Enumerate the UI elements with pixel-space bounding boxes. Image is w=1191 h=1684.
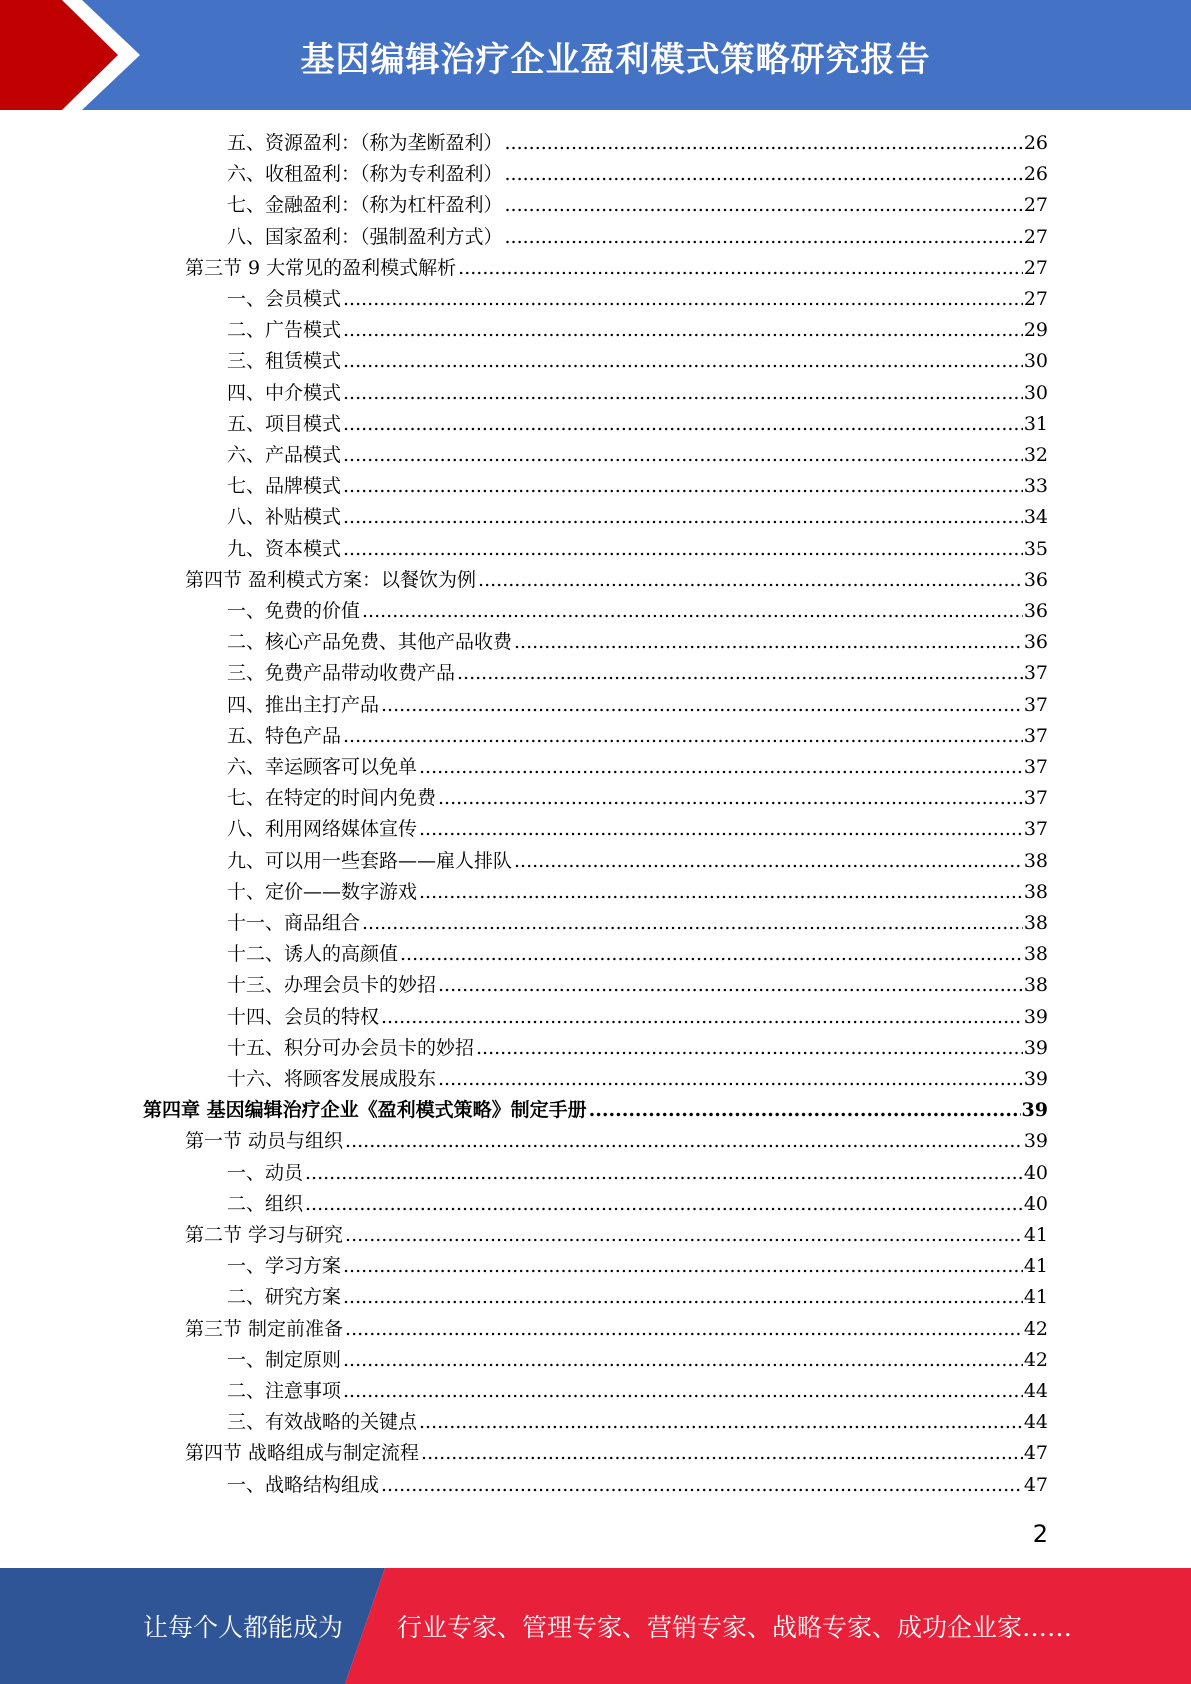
toc-entry-label: 五、项目模式: [227, 412, 342, 435]
toc-entry-page: 40: [1023, 1161, 1048, 1184]
toc-entry-label: 三、免费产品带动收费产品: [227, 662, 456, 685]
toc-entry-item[interactable]: [227, 658, 1048, 689]
toc-entry-item[interactable]: [227, 284, 1048, 315]
toc-entry-page: 30: [1023, 350, 1048, 373]
toc-entry-label: 二、研究方案: [227, 1286, 342, 1309]
toc-entry-section[interactable]: [185, 1438, 1048, 1469]
toc-dot-leader: [343, 1345, 1023, 1376]
toc-entry-item[interactable]: [227, 1282, 1048, 1313]
toc-entry-label: 六、幸运顾客可以免单: [227, 756, 418, 778]
toc-entry-label: 一、学习方案: [227, 1255, 342, 1278]
toc-entry-item[interactable]: [227, 1470, 1048, 1501]
toc-entry-page: 41: [1023, 1255, 1048, 1278]
toc-entry-label: 第三节 9 大常见的盈利模式解析: [185, 256, 457, 279]
toc-entry-item[interactable]: [227, 1064, 1048, 1095]
toc-entry-item[interactable]: [227, 752, 1048, 783]
toc-entry-page: 40: [1023, 1192, 1048, 1215]
toc-entry-item[interactable]: [227, 908, 1048, 939]
toc-entry-page: 37: [1023, 724, 1048, 747]
toc-entry-page: 30: [1023, 381, 1048, 404]
toc-entry-page: 29: [1023, 319, 1048, 342]
toc-entry-page: 39: [1021, 1099, 1048, 1122]
toc-entry-item[interactable]: [227, 1407, 1048, 1438]
toc-dot-leader: [505, 159, 1023, 190]
toc-entry-label: 一、制定原则: [227, 1348, 342, 1371]
toc-entry-item[interactable]: [227, 409, 1048, 440]
toc-entry-page: 37: [1023, 693, 1048, 716]
toc-entry-item[interactable]: [227, 1189, 1048, 1220]
toc-entry-page: 36: [1023, 631, 1048, 654]
toc-entry-page: 31: [1023, 412, 1048, 435]
toc-dot-leader: [400, 939, 1023, 970]
toc-dot-leader: [343, 315, 1023, 346]
toc-entry-page: 41: [1023, 1286, 1048, 1309]
toc-entry-label: 三、租赁模式: [227, 350, 342, 373]
toc-entry-item[interactable]: [227, 159, 1048, 190]
toc-dot-leader: [343, 440, 1023, 471]
toc-entry-item[interactable]: [227, 939, 1048, 970]
toc-dot-leader: [343, 1282, 1023, 1313]
toc-entry-item[interactable]: [227, 1251, 1048, 1282]
toc-entry-page: 39: [1023, 1068, 1048, 1090]
toc-dot-leader: [343, 346, 1023, 377]
toc-entry-label: 七、在特定的时间内免费: [227, 787, 437, 810]
toc-entry-page: 37: [1023, 756, 1048, 778]
toc-entry-page: 27: [1023, 194, 1048, 217]
toc-dot-leader: [343, 502, 1023, 533]
toc-entry-label: 一、免费的价值: [227, 600, 361, 622]
page-header: [0, 0, 1191, 110]
toc-entry-label: 八、利用网络媒体宣传: [227, 818, 418, 841]
toc-entry-page: 38: [1023, 880, 1048, 903]
toc-entry-item[interactable]: [227, 1002, 1048, 1033]
toc-entry-label: 第二节 学习与研究: [185, 1224, 344, 1246]
toc-entry-label: 一、动员: [227, 1161, 304, 1184]
toc-entry-label: 八、补贴模式: [227, 506, 342, 529]
toc-entry-label: 第一节 动员与组织: [185, 1130, 344, 1153]
toc-entry-item[interactable]: [227, 814, 1048, 845]
toc-entry-label: 第四节 盈利模式方案：以餐饮为例: [185, 568, 477, 591]
toc-dot-leader: [438, 783, 1023, 814]
toc-dot-leader: [505, 222, 1023, 253]
toc-dot-leader: [381, 1470, 1023, 1501]
toc-dot-leader: [343, 284, 1023, 315]
toc-dot-leader: [438, 1064, 1023, 1095]
toc-entry-page: 36: [1023, 568, 1048, 591]
toc-entry-label: 四、中介模式: [227, 381, 342, 404]
toc-dot-leader: [305, 1158, 1023, 1189]
toc-entry-page: 39: [1023, 1130, 1048, 1153]
toc-entry-item[interactable]: [227, 596, 1048, 627]
toc-entry-page: 44: [1023, 1380, 1048, 1402]
report-title: 基因编辑治疗企业盈利模式策略研究报告: [300, 40, 931, 80]
toc-entry-page: 38: [1023, 943, 1048, 966]
toc-entry-item[interactable]: [227, 315, 1048, 346]
toc-entry-page: 37: [1023, 787, 1048, 810]
page-footer: [0, 1568, 1191, 1684]
toc-entry-item[interactable]: [227, 471, 1048, 502]
toc-dot-leader: [514, 846, 1023, 877]
toc-entry-label: 第三节 制定前准备: [185, 1317, 344, 1340]
toc-entry-item[interactable]: [227, 222, 1048, 253]
toc-entry-label: 五、资源盈利：（称为垄断盈利）: [227, 132, 503, 154]
toc-dot-leader: [457, 658, 1023, 689]
toc-entry-label: 八、国家盈利：（强制盈利方式）: [227, 225, 503, 248]
toc-entry-item[interactable]: [227, 534, 1048, 565]
toc-dot-leader: [343, 1251, 1023, 1282]
toc-entry-item[interactable]: [227, 846, 1048, 877]
toc-dot-leader: [345, 1314, 1023, 1345]
toc-entry-section[interactable]: [185, 1126, 1048, 1157]
toc-entry-section[interactable]: [185, 565, 1048, 596]
toc-entry-page: 42: [1023, 1317, 1048, 1340]
toc-entry-page: 44: [1023, 1411, 1048, 1434]
toc-entry-label: 一、会员模式: [227, 288, 342, 310]
toc-entry-item[interactable]: [227, 877, 1048, 908]
toc-dot-leader: [343, 1376, 1023, 1407]
toc-entry-page: 38: [1023, 849, 1048, 872]
toc-dot-leader: [514, 627, 1023, 658]
toc-entry-page: 41: [1023, 1224, 1048, 1246]
toc-entry-label: 九、可以用一些套路——雇人排队: [227, 849, 513, 872]
toc-entry-label: 十六、将顾客发展成股东: [227, 1068, 437, 1090]
toc-dot-leader: [345, 1220, 1023, 1251]
footer-slogan-right: 行业专家、管理专家、营销专家、战略专家、成功企业家……: [397, 1613, 1073, 1642]
toc-dot-leader: [345, 1126, 1023, 1157]
toc-entry-label: 十一、商品组合: [227, 912, 361, 934]
toc-entry-item[interactable]: [227, 721, 1048, 752]
toc-dot-leader: [343, 409, 1023, 440]
toc-dot-leader: [343, 721, 1023, 752]
toc-entry-label: 六、产品模式: [227, 444, 342, 466]
toc-entry-item[interactable]: [227, 190, 1048, 221]
toc-dot-leader: [458, 253, 1023, 284]
toc-entry-label: 七、金融盈利：（称为杠杆盈利）: [227, 194, 503, 217]
toc-entry-page: 27: [1023, 288, 1048, 310]
toc-dot-leader: [505, 190, 1023, 221]
toc-entry-item[interactable]: [227, 1033, 1048, 1064]
toc-entry-section[interactable]: [185, 1220, 1048, 1251]
toc-entry-item[interactable]: [227, 346, 1048, 377]
toc-entry-item[interactable]: [227, 502, 1048, 533]
toc-entry-item[interactable]: [227, 440, 1048, 471]
toc-entry-page: 33: [1023, 475, 1048, 498]
toc-entry-label: 六、收租盈利：（称为专利盈利）: [227, 163, 503, 186]
toc-entry-label: 四、推出主打产品: [227, 693, 380, 716]
toc-dot-leader: [381, 1002, 1023, 1033]
toc-entry-label: 一、战略结构组成: [227, 1473, 380, 1496]
page-number: 2: [1032, 1520, 1048, 1548]
toc-entry-page: 32: [1023, 444, 1048, 466]
toc-dot-leader: [505, 128, 1023, 159]
toc-dot-leader: [343, 378, 1023, 409]
toc-entry-label: 五、特色产品: [227, 724, 342, 747]
toc-dot-leader: [478, 565, 1023, 596]
toc-dot-leader: [381, 690, 1023, 721]
toc-entry-page: 39: [1023, 1036, 1048, 1059]
toc-entry-chapter[interactable]: [143, 1095, 1048, 1126]
toc-entry-label: 二、组织: [227, 1192, 304, 1215]
toc-entry-item[interactable]: [227, 128, 1048, 159]
toc-entry-label: 七、品牌模式: [227, 475, 342, 498]
toc-entry-page: 38: [1023, 974, 1048, 997]
toc-entry-item[interactable]: [227, 1158, 1048, 1189]
toc-entry-label: 九、资本模式: [227, 537, 342, 560]
toc-dot-leader: [589, 1095, 1021, 1126]
toc-dot-leader: [419, 1407, 1023, 1438]
toc-dot-leader: [362, 908, 1023, 939]
toc-entry-page: 37: [1023, 818, 1048, 841]
toc-dot-leader: [305, 1189, 1023, 1220]
toc-entry-page: 26: [1023, 163, 1048, 186]
toc-entry-label: 二、注意事项: [227, 1380, 342, 1402]
footer-slogan-left: 让每个人都能成为: [143, 1613, 344, 1642]
toc-entry-label: 十四、会员的特权: [227, 1005, 380, 1028]
toc-entry-page: 35: [1023, 537, 1048, 560]
toc-dot-leader: [419, 877, 1023, 908]
toc-entry-item[interactable]: [227, 627, 1048, 658]
toc-entry-item[interactable]: [227, 783, 1048, 814]
toc-entry-label: 二、核心产品免费、其他产品收费: [227, 631, 513, 654]
toc-dot-leader: [476, 1033, 1023, 1064]
toc-entry-section[interactable]: [185, 253, 1048, 284]
toc-entry-section[interactable]: [185, 1314, 1048, 1345]
toc-dot-leader: [343, 534, 1023, 565]
toc-dot-leader: [421, 1438, 1023, 1469]
toc-entry-page: 26: [1023, 132, 1048, 154]
toc-entry-page: 47: [1023, 1442, 1048, 1465]
toc-entry-page: 27: [1023, 225, 1048, 248]
toc-entry-page: 38: [1023, 912, 1048, 934]
toc-entry-label: 十、定价——数字游戏: [227, 880, 418, 903]
toc-entry-page: 27: [1023, 256, 1048, 279]
toc-entry-label: 十五、积分可办会员卡的妙招: [227, 1036, 475, 1059]
toc-entry-page: 47: [1023, 1473, 1048, 1496]
toc-entry-label: 三、有效战略的关键点: [227, 1411, 418, 1434]
toc-dot-leader: [419, 752, 1023, 783]
toc-entry-page: 42: [1023, 1348, 1048, 1371]
toc-entry-page: 36: [1023, 600, 1048, 622]
toc-dot-leader: [419, 814, 1023, 845]
toc-entry-label: 十二、诱人的高颜值: [227, 943, 399, 966]
toc-entry-item[interactable]: [227, 690, 1048, 721]
toc-entry-item[interactable]: [227, 378, 1048, 409]
toc-entry-page: 37: [1023, 662, 1048, 685]
toc-entry-item[interactable]: [227, 1376, 1048, 1407]
toc-entry-page: 39: [1023, 1005, 1048, 1028]
toc-entry-label: 第四章 基因编辑治疗企业《盈利模式策略》制定手册: [143, 1099, 587, 1122]
toc-dot-leader: [438, 970, 1023, 1001]
toc-dot-leader: [362, 596, 1023, 627]
toc-dot-leader: [343, 471, 1023, 502]
toc-entry-item[interactable]: [227, 1345, 1048, 1376]
toc-entry-label: 十三、办理会员卡的妙招: [227, 974, 437, 997]
toc-entry-label: 第四节 战略组成与制定流程: [185, 1442, 420, 1465]
toc-entry-page: 34: [1023, 506, 1048, 529]
toc-entry-item[interactable]: [227, 970, 1048, 1001]
toc-entry-label: 二、广告模式: [227, 319, 342, 342]
